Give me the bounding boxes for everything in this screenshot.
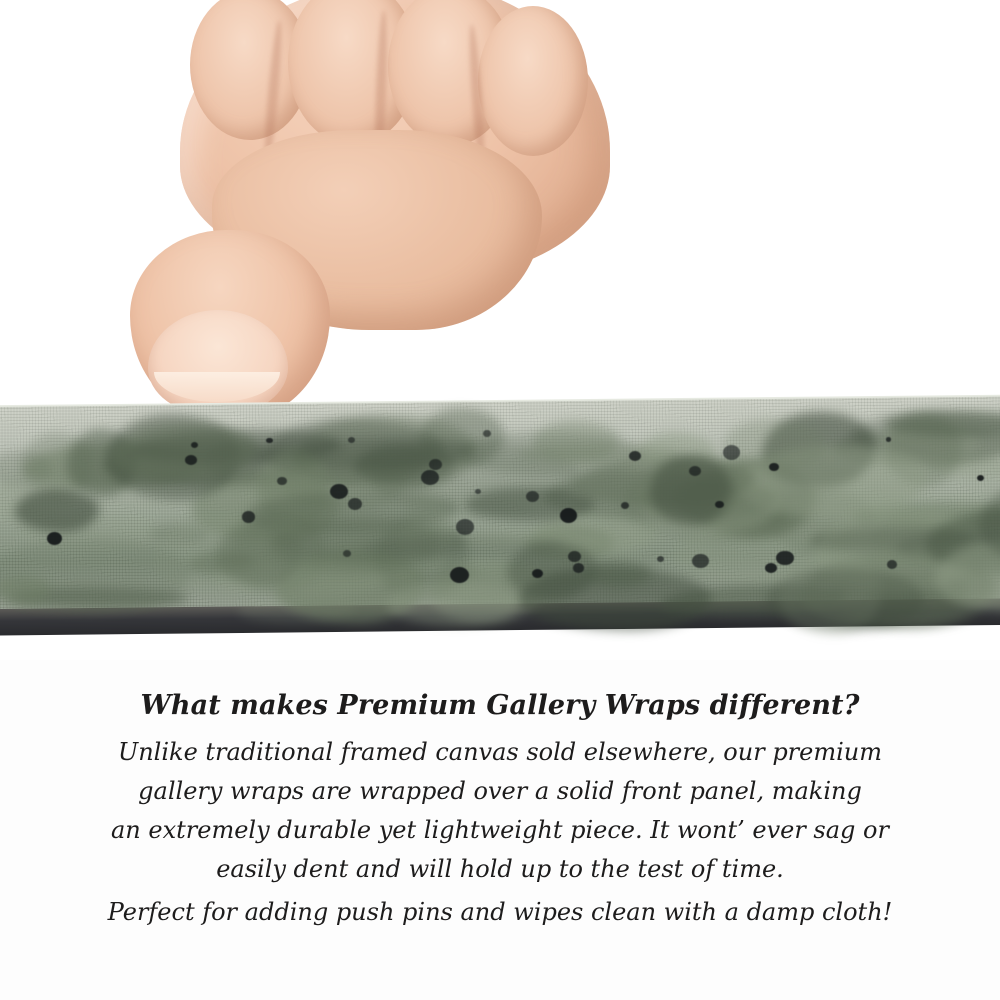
- canvas-dark-speck: [456, 519, 475, 535]
- canvas-dark-speck: [266, 438, 273, 444]
- canvas-dark-speck: [573, 563, 584, 572]
- canvas-weathering-blotch: [649, 454, 730, 525]
- canvas-dark-speck: [568, 551, 581, 562]
- canvas-weathering-blotch: [360, 536, 564, 558]
- canvas-dark-speck: [532, 569, 543, 578]
- canvas-dark-speck: [560, 508, 578, 523]
- caption-body: [0, 735, 1000, 929]
- caption-line: Unlike traditional framed canvas sold elsewhere, our premium: [117, 738, 882, 766]
- canvas-dark-speck: [887, 560, 897, 569]
- canvas-dark-speck: [429, 459, 442, 470]
- caption-block: [0, 690, 1000, 934]
- canvas-dark-speck: [348, 437, 355, 443]
- canvas-dark-speck: [483, 430, 491, 437]
- knuckle-4: [478, 6, 588, 156]
- canvas-dark-speck: [765, 563, 777, 573]
- canvas-dark-speck: [191, 442, 198, 448]
- canvas-dark-speck: [450, 567, 469, 583]
- canvas-dark-speck: [47, 532, 62, 545]
- canvas-dark-speck: [689, 466, 701, 476]
- caption-line: gallery wraps are wrapped over a solid front panel, making: [138, 777, 862, 806]
- canvas-dark-speck: [692, 554, 708, 568]
- canvas-dark-speck: [185, 455, 197, 465]
- canvas-dark-speck: [526, 491, 539, 502]
- canvas-weathering-blotch: [518, 443, 680, 464]
- caption-closing-line: Perfect for adding push pins and wipes clean with a damp cloth!: [107, 898, 893, 927]
- canvas-dark-speck: [277, 477, 286, 485]
- caption-line: an extremely durable yet lightweight piece. It wont’ ever sag or: [111, 816, 889, 845]
- canvas-weathering-blotch: [0, 575, 51, 603]
- hand-illustration: [120, 0, 660, 430]
- canvas-dark-speck: [776, 551, 793, 566]
- canvas-dark-speck: [629, 451, 641, 461]
- canvas-dark-speck: [621, 502, 629, 509]
- caption-line: easily dent and will hold up to the test of time.: [216, 855, 784, 884]
- canvas-weathering-blotch: [581, 561, 651, 587]
- canvas-weathering-blotch: [15, 488, 99, 532]
- canvas-dark-speck: [242, 511, 255, 522]
- canvas-dark-speck: [886, 437, 892, 442]
- caption-title: What makes Premium Gallery Wraps different?: [140, 690, 860, 721]
- canvas-dark-speck: [657, 556, 664, 562]
